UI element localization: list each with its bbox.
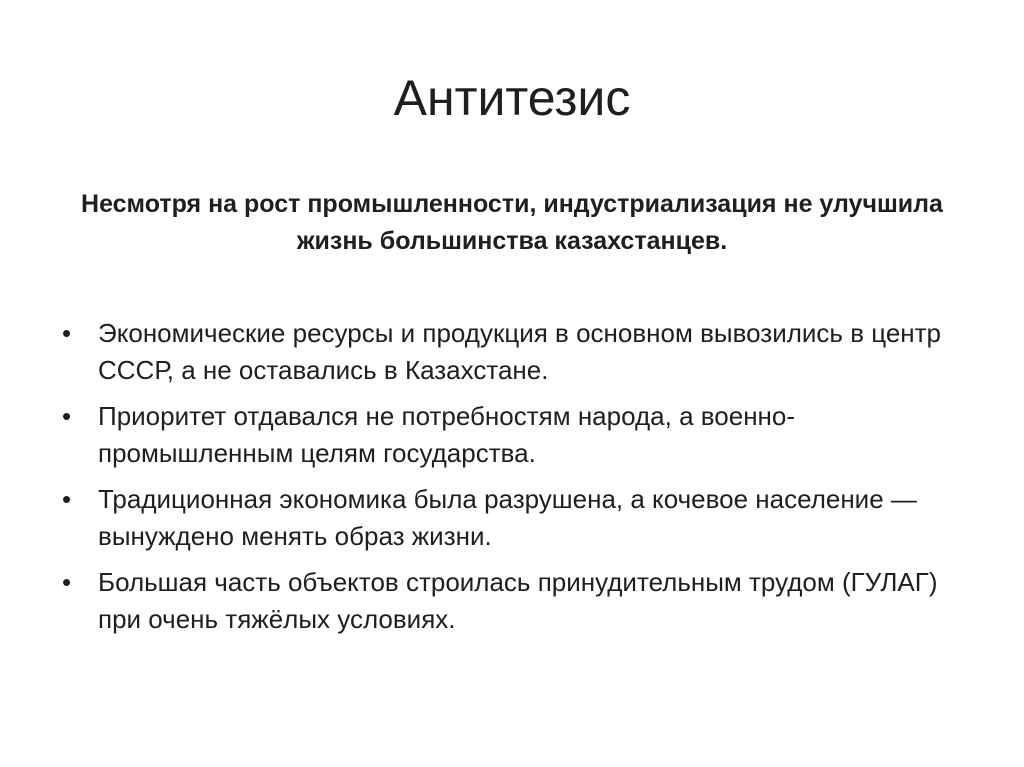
slide-title: Антитезис: [393, 70, 631, 126]
bullet-list: [60, 315, 960, 647]
bullet-icon: •: [62, 567, 72, 597]
bullet-icon: •: [62, 401, 72, 431]
bullet-item: [60, 398, 960, 472]
bullet-text: Экономические ресурсы и продукция в основном вывозились в центр СССР, а не оставались в Казахстане.: [98, 318, 942, 385]
bullet-icon: •: [62, 318, 72, 348]
bullet-text: Большая часть объектов строилась принудительным трудом (ГУЛАГ) при очень тяжёлых условиях.: [98, 567, 938, 634]
bullet-item: [60, 481, 960, 555]
thesis-statement: Несмотря на рост промышленности, индустриализация не улучшила жизнь большинства казахстанцев.: [81, 190, 943, 255]
bullet-text: Приоритет отдавался не потребностям народа, а военно-промышленным целям государства.: [98, 401, 796, 468]
bullet-item: [60, 564, 960, 638]
bullet-item: [60, 315, 960, 389]
bullet-icon: •: [62, 484, 72, 514]
bullet-text: Традиционная экономика была разрушена, а кочевое население — вынуждено менять образ жизни.: [98, 484, 917, 551]
